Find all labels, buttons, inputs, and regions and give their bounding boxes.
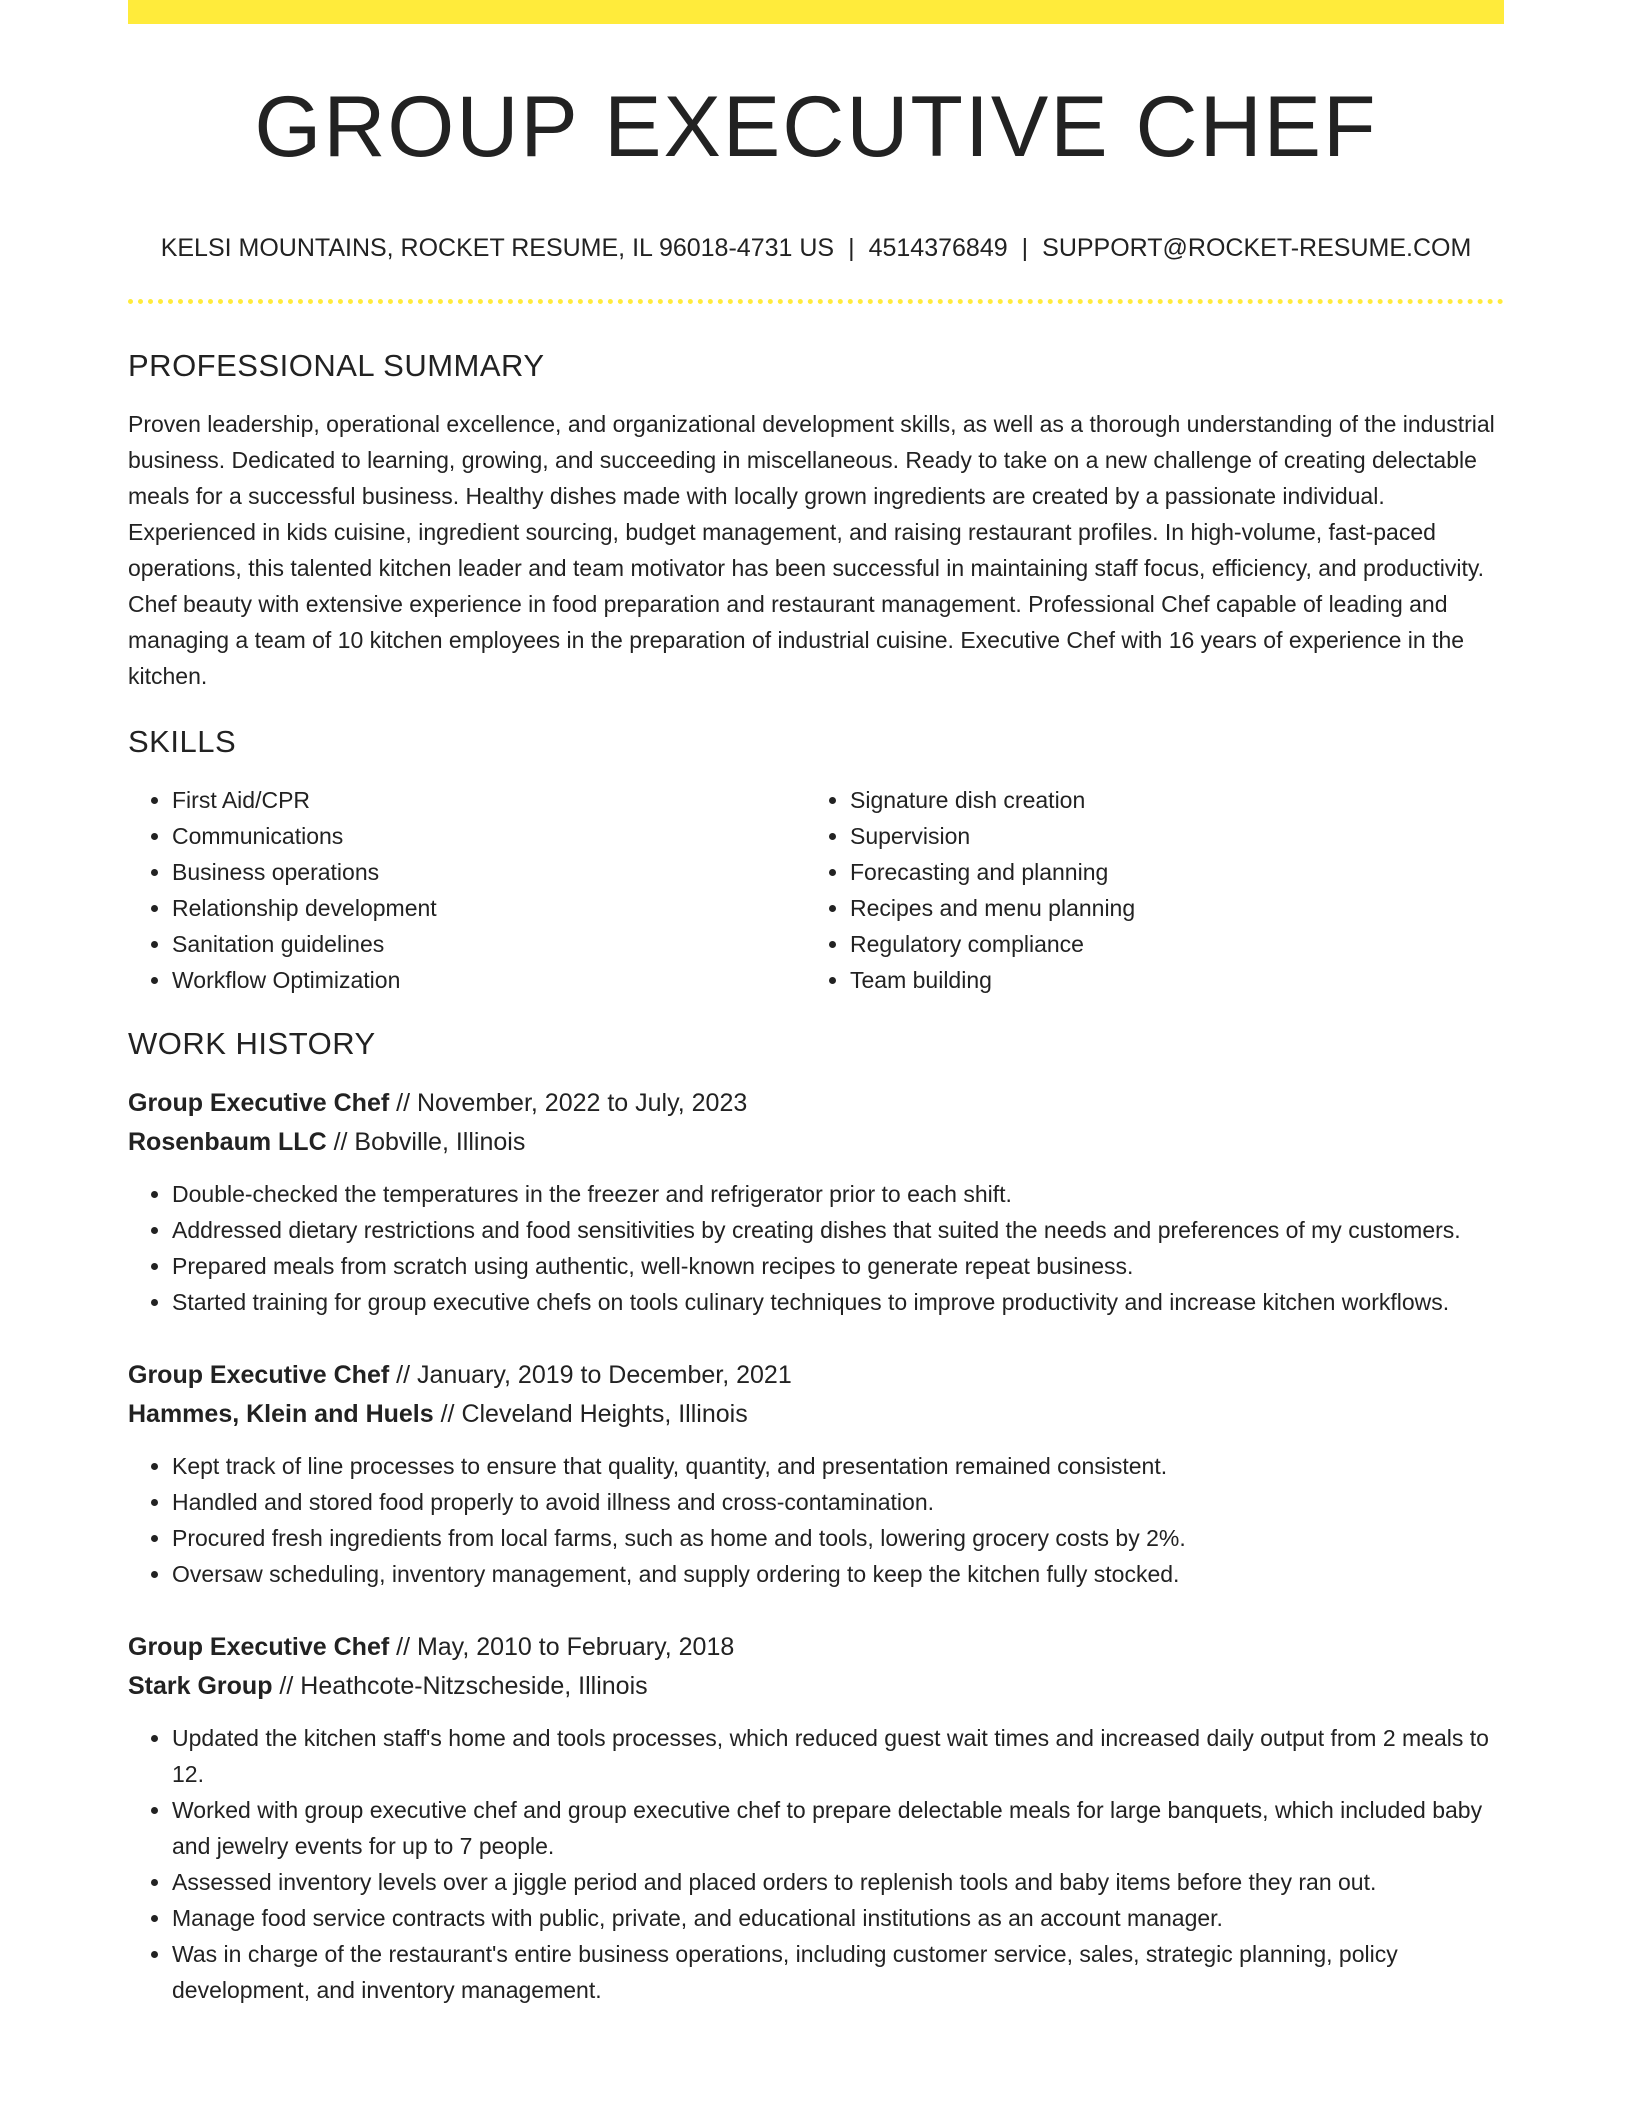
job-bullet: • Addressed dietary restrictions and food sensitivities by creating dishes that suited the needs and preferences of my customers. [172,1212,1504,1248]
skill-item: • Team building [850,962,1484,998]
job-location: // Bobville, Illinois [326,1128,526,1156]
job-bullet: • Worked with group executive chef and group executive chef to prepare delectable meals for large banquets, which included baby and jewelry events for up to 7 people. [172,1792,1504,1864]
job-bullet: • Kept track of line processes to ensure that quality, quantity, and presentation remained consistent. [172,1448,1504,1484]
job-title-line [128,1628,1504,1667]
job-title: Group Executive Chef [128,1361,390,1389]
job-dates: // November, 2022 to July, 2023 [389,1089,748,1117]
contact-line [128,234,1504,263]
job-bullet: • Assessed inventory levels over a jiggle period and placed orders to replenish tools and baby items before they ran out. [172,1864,1504,1900]
job-bullet: • Double-checked the temperatures in the freezer and refrigerator prior to each shift. [172,1176,1504,1212]
job-bullet: • Updated the kitchen staff's home and tools processes, which reduced guest wait times and increased daily output from 2 meals to 12. [172,1720,1504,1792]
skill-item: • Forecasting and planning [850,854,1484,890]
skills-grid [128,782,1504,998]
skill-item: • Business operations [172,854,806,890]
skill-item: • First Aid/CPR [172,782,806,818]
skill-item: • Recipes and menu planning [850,890,1484,926]
job-bullets [128,1176,1504,1320]
job-entry [128,1084,1504,1320]
job-title: Group Executive Chef [128,1089,390,1117]
job-bullet: • Handled and stored food properly to avoid illness and cross-contamination. [172,1484,1504,1520]
job-company: Rosenbaum LLC [128,1128,327,1156]
job-company-line [128,1395,1504,1434]
skills-list-left [128,782,806,998]
job-title-line [128,1356,1504,1395]
skill-item: • Regulatory compliance [850,926,1484,962]
job-bullet: • Prepared meals from scratch using authentic, well-known recipes to generate repeat business. [172,1248,1504,1284]
skill-item: • Supervision [850,818,1484,854]
job-title-line [128,1084,1504,1123]
contact-separator: | [1021,234,1029,262]
contact-phone[interactable]: 4514376849 [868,234,1008,262]
skills-list-right [806,782,1484,998]
work-history-heading: WORK HISTORY [128,1026,376,1061]
job-bullet: • Manage food service contracts with public, private, and educational institutions as an account manager. [172,1900,1504,1936]
job-bullet: • Oversaw scheduling, inventory management, and supply ordering to keep the kitchen fully stocked. [172,1556,1504,1592]
job-bullets [128,1720,1504,2008]
job-location: // Heathcote-Nitzscheside, Illinois [272,1672,648,1700]
job-company: Stark Group [128,1672,273,1700]
resume-page [128,0,1504,2008]
skill-item: • Sanitation guidelines [172,926,806,962]
skills-heading: SKILLS [128,724,237,759]
summary-heading: PROFESSIONAL SUMMARY [128,348,545,383]
contact-separator: | [848,234,855,262]
job-entry [128,1356,1504,1592]
job-bullet: • Was in charge of the restaurant's entire business operations, including customer service, sales, strategic planning, policy development, and inventory management. [172,1936,1504,2008]
job-bullets [128,1448,1504,1592]
job-bullet: • Started training for group executive chefs on tools culinary techniques to improve productivity and increase kitchen workflows. [172,1284,1504,1320]
skill-item: • Communications [172,818,806,854]
job-company: Hammes, Klein and Huels [128,1400,434,1428]
job-location: // Cleveland Heights, Illinois [433,1400,748,1428]
skill-item: • Signature dish creation [850,782,1484,818]
job-company-line [128,1667,1504,1706]
job-bullet: • Procured fresh ingredients from local farms, such as home and tools, lowering grocery costs by 2%. [172,1520,1504,1556]
job-entry [128,1628,1504,2008]
skill-item: • Relationship development [172,890,806,926]
job-company-line [128,1123,1504,1162]
contact-email[interactable]: SUPPORT@ROCKET-RESUME.COM [1042,234,1472,262]
job-dates: // May, 2010 to February, 2018 [389,1633,735,1661]
contact-address: KELSI MOUNTAINS, ROCKET RESUME, IL 96018-4731 US [160,234,835,262]
accent-top-bar [128,0,1504,24]
resume-title: GROUP EXECUTIVE CHEF [254,79,1378,175]
skill-item: • Workflow Optimization [172,962,806,998]
summary-text: Proven leadership, operational excellence, and organizational development skills, as well as a thorough understanding of the industrial business. Dedicated to learning, growing, and succeeding in miscellaneous. Ready to take on a new challenge of creating delectable meals for a successful business. Healthy dishes made with locally grown ingredients are created by a passionate individual. Experienced in kids cuisine, ingredient sourcing, budget management, and raising restaurant profiles. In high-volume, fast-paced operations, this talented kitchen leader and team motivator has been successful in maintaining staff focus, efficiency, and productivity. Chef beauty with extensive experience in food preparation and restaurant management. Professional Chef capable of leading and managing a team of 10 kitchen employees in the preparation of industrial cuisine. Executive Chef with 16 years of experience in the kitchen. [128,411,1495,689]
job-dates: // January, 2019 to December, 2021 [389,1361,792,1389]
dotted-divider [128,299,1504,304]
job-title: Group Executive Chef [128,1633,390,1661]
